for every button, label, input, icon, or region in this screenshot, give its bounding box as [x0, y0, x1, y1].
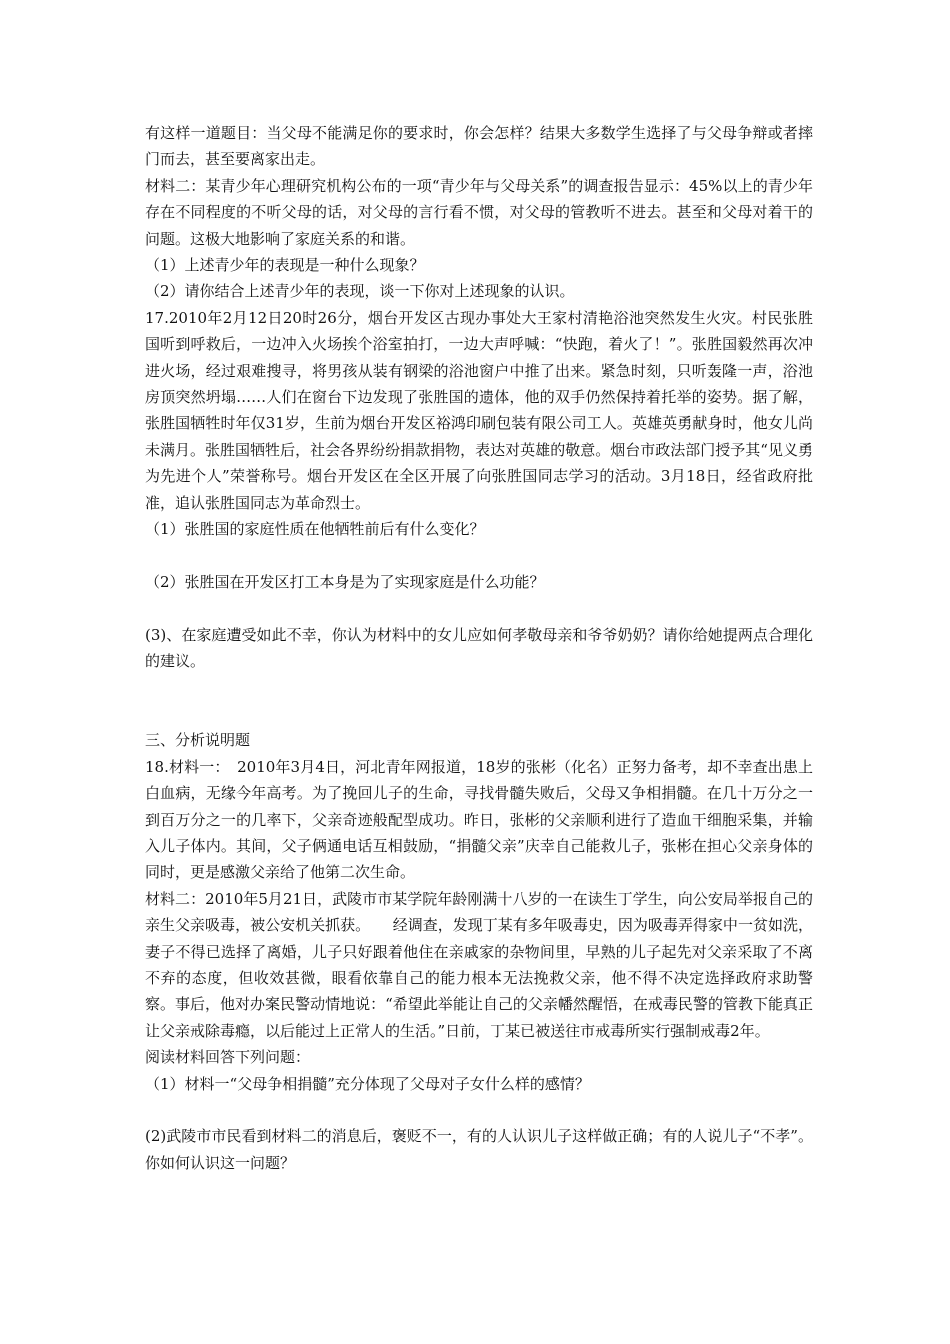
paragraph-material-two: 材料二：某青少年心理研究机构公布的一项“青少年与父母关系”的调查报告显示：45%以上的青少年存在不同程度的不听父母的话，对父母的言行看不惯，对父母的管教听不进去。甚至和父母对着干的问题。这极大地影响了家庭关系的和谐。 [145, 176, 813, 248]
blank-line [145, 595, 813, 621]
blank-line [145, 1097, 813, 1123]
question-18-2: (2)武陵市市民看到材料二的消息后，褒贬不一，有的人认识儿子这样做正确；有的人说儿子“不孝”。你如何认识这一问题？ [145, 1127, 813, 1172]
blank-lines [145, 675, 813, 728]
question-1: （1）上述青少年的表现是一种什么现象？ [145, 256, 425, 275]
blank-line [145, 543, 813, 569]
paragraph-question-17: 17.2010年2月12日20时26分，烟台开发区古现办事处大王家村清艳浴池突然发生火灾。村民张胜国听到呼救后，一边冲入火场挨个浴室拍打，一边大声呼喊：“快跑，着火了！”。张胜国毅然再次冲进火场，经过艰难搜寻，将男孩从装有钢梁的浴池窗户中推了出来。紧急时刻，只听轰隆一声，浴池房顶突然坍塌……人们在窗台下边发现了张胜国的遗体，他的双手仍然保持着托举的姿势。据了解，张胜国牺牲时年仅31岁，生前为烟台开发区裕鸿印刷包装有限公司工人。英雄英勇献身时，他女儿尚未满月。张胜国牺牲后，社会各界纷纷捐款捐物，表达对英雄的敬意。烟台市政法部门授予其“见义勇为先进个人”荣誉称号。烟台开发区在全区开展了向张胜国同志学习的活动。3月18日，经省政府批准，追认张胜国同志为革命烈士。 [145, 308, 813, 512]
question-18-1: （1）材料一“父母争相捐髓”充分体现了父母对子女什么样的感情？ [145, 1074, 590, 1093]
instruction-read-material: 阅读材料回答下列问题： [145, 1048, 311, 1067]
paragraph-intro-survey: 有这样一道题目：当父母不能满足你的要求时，你会怎样？结果大多数学生选择了与父母争辩或者摔门而去，甚至要离家出走。 [145, 124, 813, 169]
section-heading-analysis: 三、分析说明题 [145, 731, 251, 750]
paragraph-question-18-material-two: 材料二：2010年5月21日，武陵市市某学院年龄刚满十八岁的一在读生丁学生，向公安局举报自己的亲生父亲吸毒，被公安机关抓获。 经调查，发现丁某有多年吸毒史，因为吸毒弄得家中一贫如洗，妻子不得已选择了离婚，儿子只好跟着他住在亲戚家的杂物间里，早熟的儿子起先对父亲采取了不离不弃的态度，但收效甚微，眼看依靠自己的能力根本无法挽救父亲，他不得不决定选择政府求助警察。事后，他对办案民警动情地说：“希望此举能让自己的父亲幡然醒悟，在戒毒民警的管教下能真正让父亲戒除毒瘾，以后能过上正常人的生活。”日前，丁某已被送往市戒毒所实行强制戒毒2年。 [145, 889, 813, 1040]
question-17-1: （1）张胜国的家庭性质在他牺牲前后有什么变化？ [145, 520, 485, 539]
paragraph-question-18-material-one: 18.材料一： 2010年3月4日，河北青年网报道，18岁的张彬（化名）正努力备考，却不幸查出患上白血病，无缘今年高考。为了挽回儿子的生命，寻找骨髓失败后，父母又争相捐髓。在几十万分之一到百万分之一的几率下，父亲奇迹般配型成功。昨日，张彬的父亲顺利进行了造血干细胞采集，并输入儿子体内。其间，父子俩通电话互相鼓励，“捐髓父亲”庆幸自己能救儿子，张彬在担心父亲身体的同时，更是感激父亲给了他第二次生命。 [145, 757, 813, 882]
document-body [145, 120, 813, 1176]
question-2: （2）请你结合上述青少年的表现，谈一下你对上述现象的认识。 [145, 282, 575, 301]
question-17-3: (3)、在家庭遭受如此不幸，你认为材料中的女儿应如何孝敬母亲和爷爷奶奶？请你给她提两点合理化的建议。 [145, 625, 813, 671]
question-17-2: （2）张胜国在开发区打工本身是为了实现家庭是什么功能？ [145, 572, 545, 591]
